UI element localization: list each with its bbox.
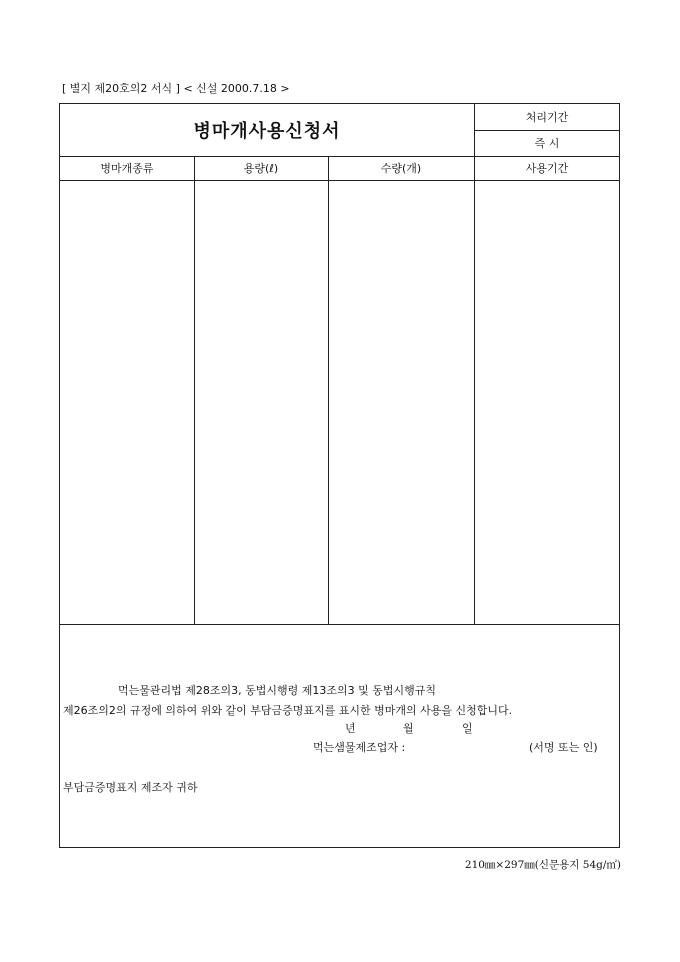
column-header-cap-type: 병마개종류: [100, 162, 154, 175]
column-header-capacity: 용량(ℓ): [243, 162, 279, 175]
processing-period-value: 즉 시: [534, 137, 560, 150]
recipient-label: 부담금증명표지 제조자 귀하: [63, 781, 198, 794]
date-month-label: 월: [403, 722, 414, 735]
statement-line-2: 제26조의2의 규정에 의하여 위와 같이 부담금증명표지를 표시한 병마개의 사용을 신청합니다.: [63, 704, 513, 717]
data-area-bottom-line: [60, 624, 620, 625]
form-reference: [ 별지 제20호의2 서식 ] < 신설 2000.7.18 >: [62, 82, 290, 95]
application-form: [59, 103, 620, 848]
statement-line-1: 먹는물관리법 제28조의3, 동법시행령 제13조의3 및 동법시행규칙: [118, 684, 436, 697]
entry-area[interactable]: [60, 181, 620, 624]
column-header-period: 사용기간: [525, 162, 569, 175]
applicant-label: 먹는샘물제조업자 :: [313, 741, 406, 754]
column-header-quantity: 수량(개): [380, 162, 422, 175]
form-title: 병마개사용신청서: [193, 121, 341, 142]
processing-period-label: 처리기간: [525, 111, 569, 124]
date-day-label: 일: [462, 722, 473, 735]
paper-spec: 210㎜×297㎜(신문용지 54g/㎡): [464, 859, 621, 871]
signature-label: (서명 또는 인): [529, 741, 598, 754]
date-year-label: 년: [345, 722, 356, 735]
